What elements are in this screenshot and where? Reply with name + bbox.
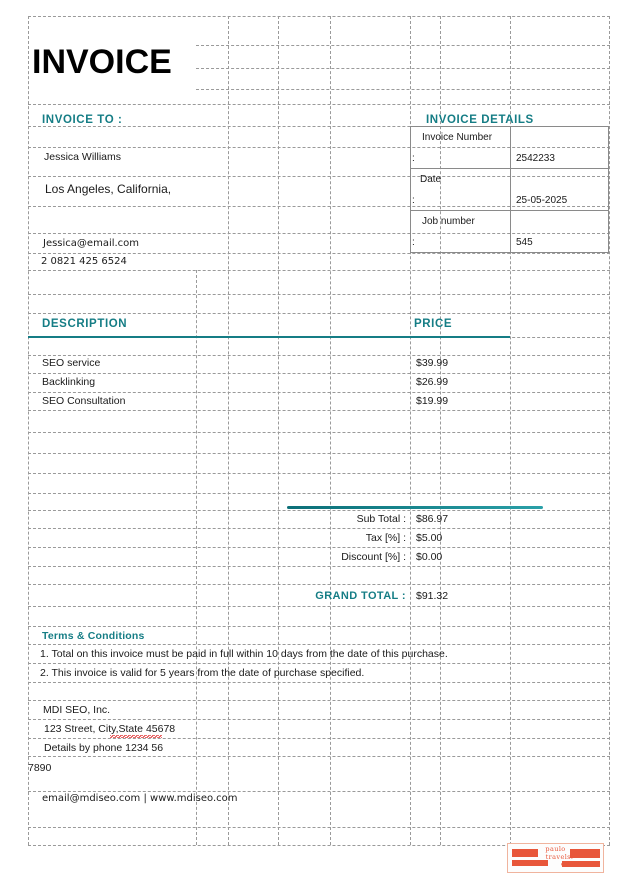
line-item-description: SEO service — [42, 357, 101, 369]
detail-separator: : — [412, 237, 415, 248]
grid-vline — [278, 16, 279, 845]
bill-to-name: Jessica Williams — [44, 151, 122, 163]
page-title: INVOICE — [32, 43, 172, 81]
company-address: 123 Street, City,State 45678 — [44, 723, 176, 735]
detail-value-date: 25-05-2025 — [516, 195, 568, 206]
line-item-price: $26.99 — [416, 376, 449, 388]
grid-hline — [28, 473, 610, 474]
column-header-price: PRICE — [414, 318, 453, 330]
grid-vline — [196, 270, 197, 845]
bill-to-phone: 2 0821 425 6524 — [41, 256, 127, 267]
grid-hline — [28, 355, 610, 356]
detail-separator: : — [412, 153, 415, 164]
grand-total-label: GRAND TOTAL : — [315, 590, 406, 602]
logo-text-line-1: paulo — [545, 845, 566, 853]
spellcheck-underline — [110, 735, 162, 738]
grid-hline — [28, 756, 610, 757]
grid-hline — [28, 528, 610, 529]
logo-text-line-3: com — [561, 860, 576, 868]
detail-label-date: Date — [420, 174, 442, 185]
grid-hline — [28, 432, 610, 433]
detail-label-invoice-number: Invoice Number — [422, 132, 493, 143]
company-phone-line-1: Details by phone 1234 56 — [44, 742, 164, 754]
grid-hline — [28, 606, 610, 607]
table-header-rule — [28, 336, 510, 338]
grid-hline — [28, 392, 610, 393]
grid-hline — [28, 700, 610, 701]
grid-vline — [28, 16, 29, 845]
terms-item: 1. Total on this invoice must be paid in full within 10 days from the date of this purchase. — [40, 648, 448, 660]
grid-hline — [28, 738, 610, 739]
detail-value-invoice-number: 2542233 — [516, 153, 555, 164]
grid-hline — [28, 16, 610, 17]
grid-hline — [28, 644, 610, 645]
bill-to-heading: INVOICE TO : — [42, 114, 123, 126]
grid-hline — [28, 719, 610, 720]
grid-hline — [28, 566, 610, 567]
total-label-discount: Discount [%] : — [341, 551, 406, 563]
grid-hline — [28, 663, 610, 664]
totals-divider-rule — [287, 506, 543, 509]
grid-hline — [28, 791, 610, 792]
grid-vline — [330, 16, 331, 845]
grid-hline — [28, 682, 610, 683]
total-value-subtotal: $86.97 — [416, 513, 449, 525]
watermark-logo — [507, 843, 604, 873]
bill-to-address: Los Angeles, California, — [45, 182, 172, 196]
line-item-price: $39.99 — [416, 357, 449, 369]
grid-hline — [28, 104, 610, 105]
grand-total-value: $91.32 — [416, 590, 449, 602]
detail-value-job-number: 545 — [516, 237, 533, 248]
line-item-description: SEO Consultation — [42, 395, 126, 407]
total-label-tax: Tax [%] : — [365, 532, 406, 544]
grid-hline — [28, 584, 610, 585]
invoice-details-heading: INVOICE DETAILS — [426, 114, 534, 126]
grid-hline — [28, 373, 610, 374]
grid-hline — [28, 253, 610, 254]
grid-hline — [28, 493, 610, 494]
logo-text-line-2: travels. — [545, 852, 574, 861]
detail-separator: : — [412, 195, 415, 206]
grid-hline — [28, 410, 610, 411]
terms-heading: Terms & Conditions — [42, 630, 145, 642]
grid-hline — [196, 45, 610, 46]
total-label-subtotal: Sub Total : — [356, 513, 406, 525]
grid-hline — [28, 453, 610, 454]
grid-hline — [28, 547, 610, 548]
column-header-description: DESCRIPTION — [42, 318, 128, 330]
detail-label-job-number: Job number — [422, 216, 475, 227]
grid-hline — [28, 294, 610, 295]
total-value-tax: $5.00 — [416, 532, 443, 544]
total-value-discount: $0.00 — [416, 551, 443, 563]
grid-hline — [28, 270, 610, 271]
grid-hline — [196, 89, 610, 90]
grid-hline — [196, 68, 610, 69]
logo-text — [508, 846, 603, 869]
grid-hline — [28, 827, 610, 828]
grid-vline — [609, 16, 610, 845]
bill-to-email: Jessica@email.com — [43, 238, 140, 249]
company-contact: email@mdiseo.com | www.mdiseo.com — [42, 793, 238, 804]
line-item-description: Backlinking — [42, 376, 96, 388]
line-item-price: $19.99 — [416, 395, 449, 407]
invoice-sheet — [28, 16, 610, 845]
grid-vline — [228, 16, 229, 845]
grid-hline — [28, 313, 610, 314]
terms-item: 2. This invoice is valid for 5 years from the date of purchase specified. — [40, 667, 365, 679]
grid-hline — [28, 510, 610, 511]
company-phone-line-2: 7890 — [28, 762, 52, 774]
company-name: MDI SEO, Inc. — [43, 704, 111, 716]
grid-hline — [28, 626, 610, 627]
invoice-details-table — [410, 126, 609, 253]
